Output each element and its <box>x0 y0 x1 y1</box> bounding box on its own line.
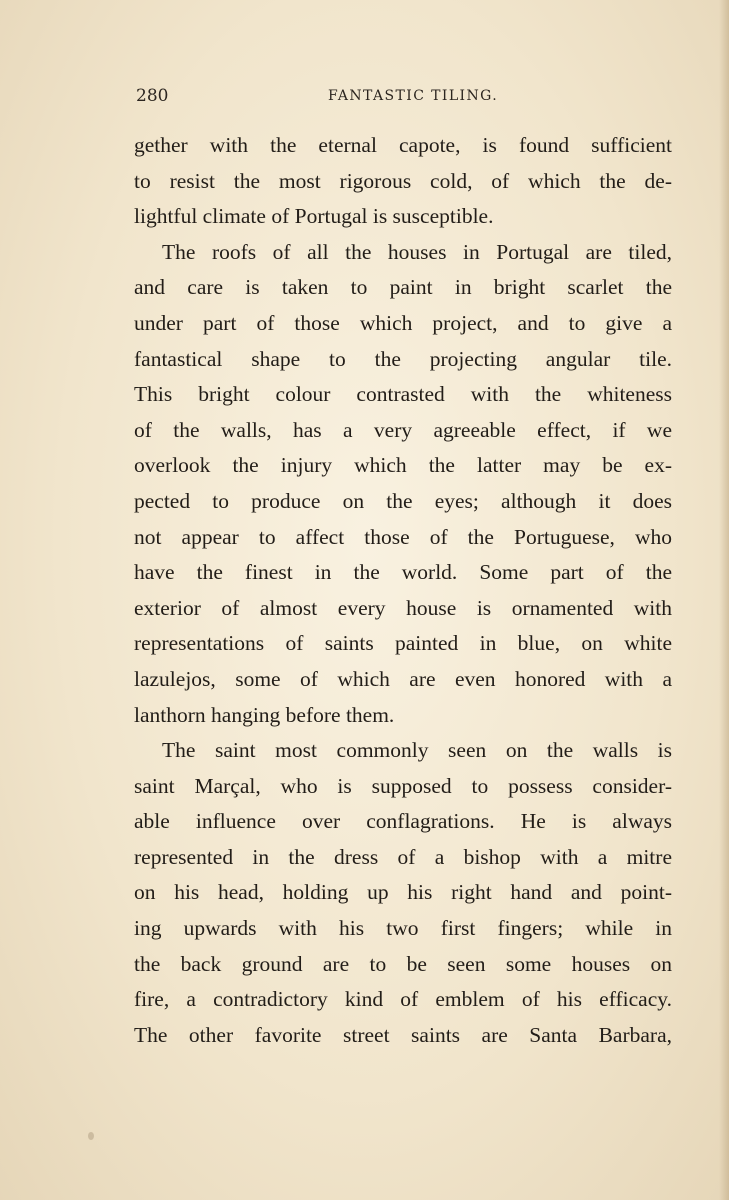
text-line: of the walls, has a very agreeable effect, if we <box>134 417 672 442</box>
text-line: on his head, holding up his right hand and point- <box>134 880 672 905</box>
text-line: overlook the injury which the latter may be ex- <box>134 453 672 478</box>
text-line: This bright colour contrasted with the whiteness <box>134 382 672 407</box>
page-header <box>136 86 672 116</box>
text-line: pected to produce on the eyes; although it does <box>134 488 672 513</box>
text-line: fire, a contradictory kind of emblem of his efficacy. <box>134 987 672 1012</box>
text-line: The other favorite street saints are Santa Barbara, <box>134 1022 672 1047</box>
body-text <box>134 128 672 1053</box>
text-line: to resist the most rigorous cold, of which the de- <box>134 168 672 193</box>
page-number: 280 <box>136 86 169 106</box>
text-line: lazulejos, some of which are even honored with a <box>134 666 672 691</box>
page-edge-shadow <box>719 0 729 1200</box>
text-line: The roofs of all the houses in Portugal are tiled, <box>162 239 672 264</box>
text-line: and care is taken to paint in bright scarlet the <box>134 275 672 300</box>
text-line: the back ground are to be seen some houses on <box>134 951 672 976</box>
text-line: under part of those which project, and to give a <box>134 310 672 335</box>
text-line: able influence over conflagrations. He is always <box>134 809 672 834</box>
text-line: ing upwards with his two first fingers; while in <box>134 916 672 941</box>
text-line: have the finest in the world. Some part of the <box>134 560 672 585</box>
text-line: fantastical shape to the projecting angular tile. <box>134 346 672 371</box>
text-line: saint Marçal, who is supposed to possess consider- <box>134 773 672 798</box>
text-line: lanthorn hanging before them. <box>134 702 395 727</box>
text-line: lightful climate of Portugal is susceptible. <box>134 204 494 229</box>
text-line: represented in the dress of a bishop with a mitre <box>134 844 672 869</box>
paper-spot <box>88 1132 94 1140</box>
running-title: FANTASTIC TILING. <box>328 88 499 104</box>
text-line: representations of saints painted in blue, on white <box>134 631 672 656</box>
text-line: exterior of almost every house is ornamented with <box>134 595 672 620</box>
text-line: gether with the eternal capote, is found sufficient <box>134 133 672 157</box>
text-line: not appear to affect those of the Portuguese, who <box>134 524 672 549</box>
text-line: The saint most commonly seen on the walls is <box>162 738 672 763</box>
